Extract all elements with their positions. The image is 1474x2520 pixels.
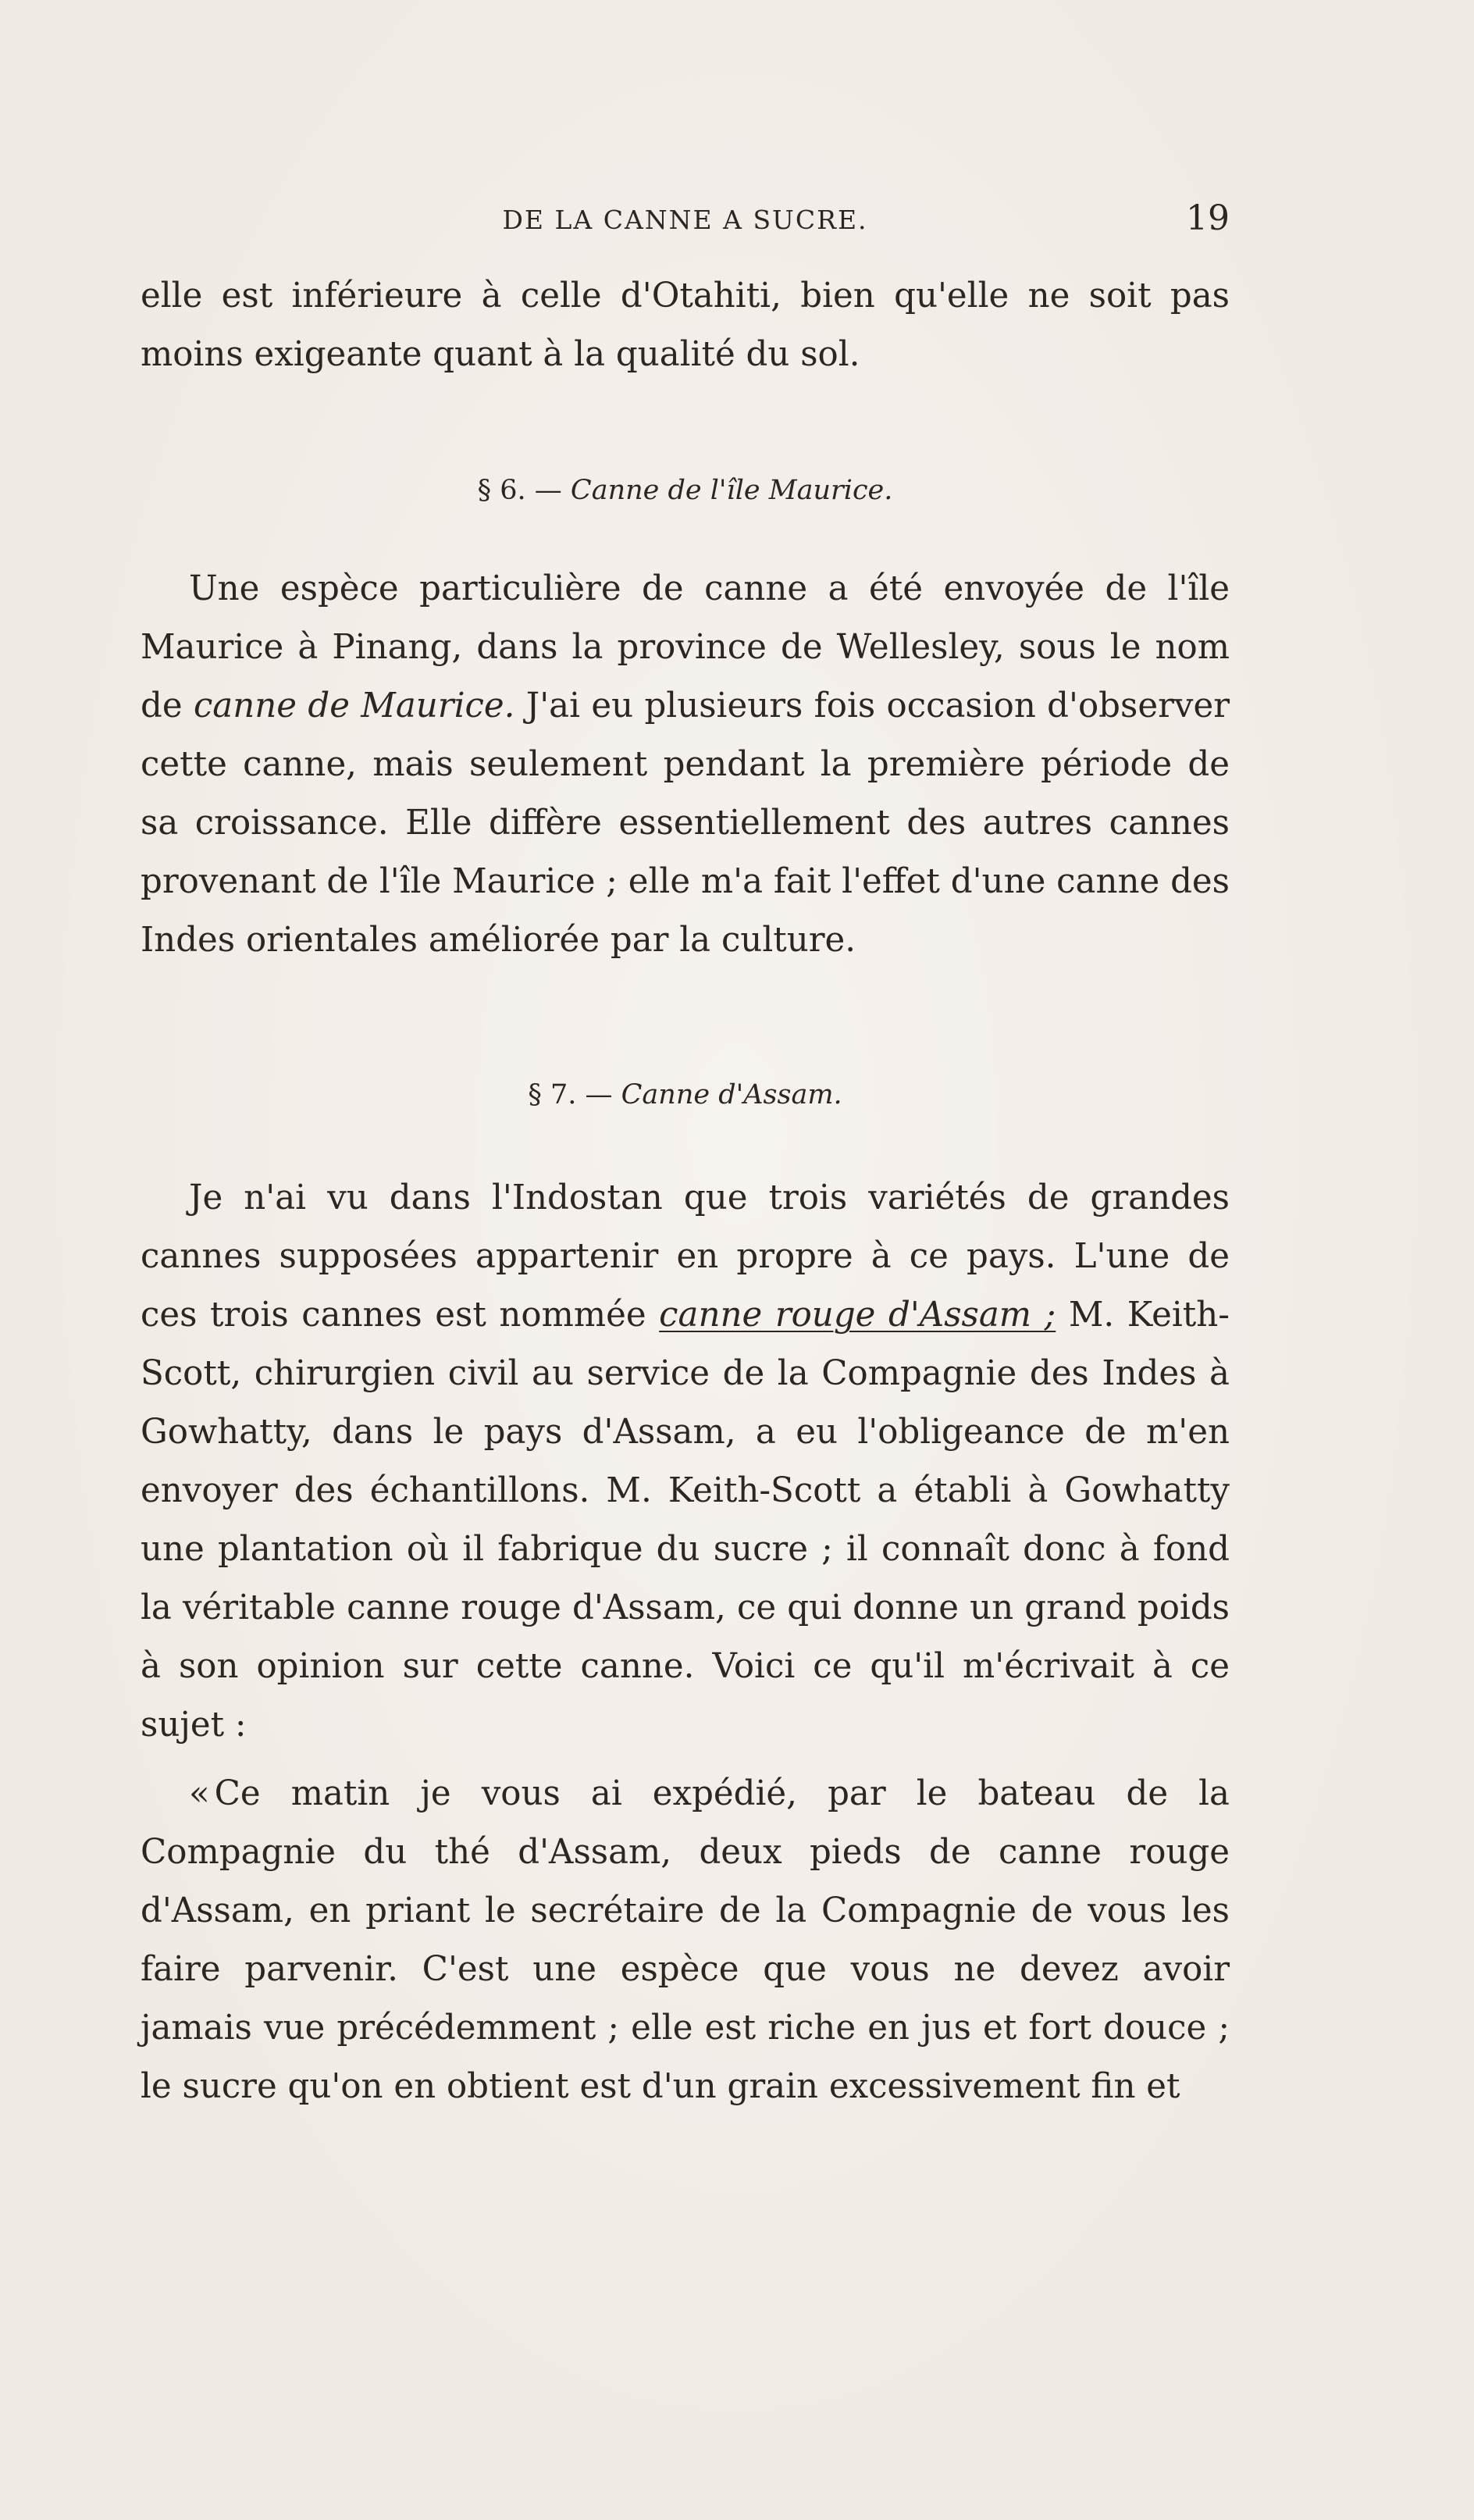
paragraph-text-part: M. Keith-Scott, chirurgien civil au service de la Compagnie des Indes à Gowhatty, dans le pays d'Assam, a eu l'obligeance de m'en envoyer des échantillons. M. Keith-Scott a établi à Gowhatty une plantation où il fabrique du sucre ; il connaît donc à fond la véritable canne rouge d'Assam, ce qui donne un grand poids à son opinion sur cette canne. Voici ce qu'il m'écrivait à ce sujet : [141,1296,1230,1745]
page-header [141,198,1230,251]
paragraph-maurice [141,560,1230,970]
paragraph-text-part: Une espèce particulière de canne a été envoyée de l'île Maurice à Pinang, dans la province de Wellesley, sous le nom de [141,569,1230,725]
paragraph-quote [141,1765,1230,2116]
section-title: Canne d'Assam. [621,1079,842,1110]
paragraph-assam [141,1169,1230,1755]
paragraph-text [141,1765,1230,2116]
paragraph-text [141,560,1230,970]
section-heading-7 [141,1079,1230,1110]
italic-term: canne rouge d'Assam ; [659,1296,1056,1335]
section-number: § 6. [477,475,526,506]
page-number: 19 [1186,198,1230,238]
paragraph-text-part: Ce matin je vous ai expédié, par le bateau de la Compagnie du thé d'Assam, deux pieds de canne rouge d'Assam, en priant le secrétaire de la Compagnie de vous les faire parvenir. C'est une espèce que vous ne devez avoir jamais vue précédemment ; elle est riche en jus et fort douce ; le sucre qu'on en obtient est d'un grain excessivement fin et [141,1774,1230,2106]
paragraph-text: elle est inférieure à celle d'Otahiti, bien qu'elle ne soit pas moins exigeante quant à la qualité du sol. [141,276,1230,374]
quote-open-mark: « [189,1774,210,1813]
section-title: Canne de l'île Maurice. [570,475,893,506]
paragraph-text [141,1169,1230,1755]
italic-term: canne de Maurice. [193,686,515,725]
paragraph-continuation [141,267,1230,384]
paragraph-text-part: Je n'ai vu dans l'Indostan que trois variétés de grandes cannes supposées appartenir en propre à ce pays. L'une de ces trois cannes est nommée [141,1178,1230,1335]
section-number: § 7. [528,1079,577,1110]
section-dash: — [585,1079,613,1110]
section-dash: — [534,475,562,506]
section-heading-6 [141,475,1230,506]
paragraph-text-part: J'ai eu plusieurs fois occasion d'observer cette canne, mais seulement pendant la première période de sa croissance. Elle diffère essentiellement des autres cannes provenant de l'île Maurice ; elle m'a fait l'effet d'une canne des Indes orientales améliorée par la culture. [141,686,1230,960]
running-title: DE LA CANNE A SUCRE. [502,205,868,235]
